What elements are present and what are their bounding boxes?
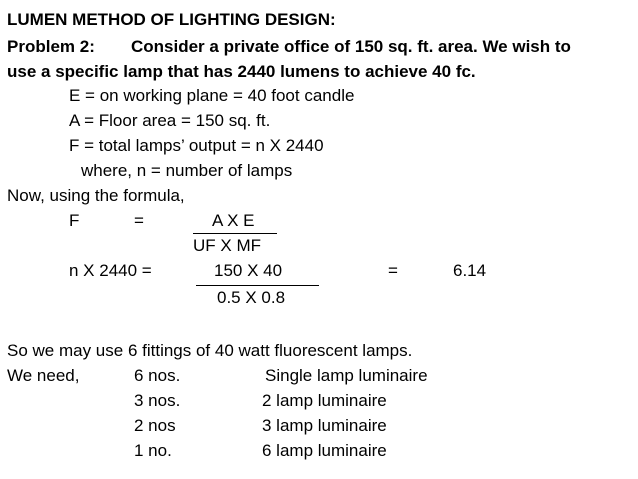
given-illuminance: E = on working plane = 40 foot candle [69,86,355,105]
formula-equals: = [134,211,144,230]
option-type: 6 lamp luminaire [262,441,387,460]
page-title: LUMEN METHOD OF LIGHTING DESIGN: [7,10,336,29]
calculation-denominator: 0.5 X 0.8 [217,288,286,307]
option-type: 2 lamp luminaire [262,391,387,410]
option-qty: 6 nos. [134,366,181,385]
calculation-lhs: n X 2440 = [69,261,152,280]
problem-text-line-2: use a specific lamp that has 2440 lumens to achieve 40 fc. [7,62,476,81]
formula-fraction-bar [193,233,277,234]
option-qty: 1 no. [134,441,172,460]
calculation-result: 6.14 [453,261,487,280]
formula-denominator: UF X MF [193,236,261,255]
need-label: We need, [7,366,80,385]
given-total-output: F = total lamps’ output = n X 2440 [69,136,324,155]
formula-intro: Now, using the formula, [7,186,185,205]
conclusion-text: So we may use 6 fittings of 40 watt fluorescent lamps. [7,341,413,360]
option-qty: 2 nos [134,416,176,435]
given-lamp-count: where, n = number of lamps [81,161,293,180]
calculation-fraction-bar [196,285,319,286]
formula-lhs: F [69,211,80,230]
problem-text-line-1: Consider a private office of 150 sq. ft. area. We wish to [131,37,571,56]
calculation-numerator: 150 X 40 [214,261,283,280]
option-qty: 3 nos. [134,391,181,410]
option-type: 3 lamp luminaire [262,416,387,435]
given-area: A = Floor area = 150 sq. ft. [69,111,271,130]
problem-label: Problem 2: [7,37,95,56]
calculation-equals: = [388,261,398,280]
formula-numerator: A X E [212,211,255,230]
option-type: Single lamp luminaire [265,366,428,385]
